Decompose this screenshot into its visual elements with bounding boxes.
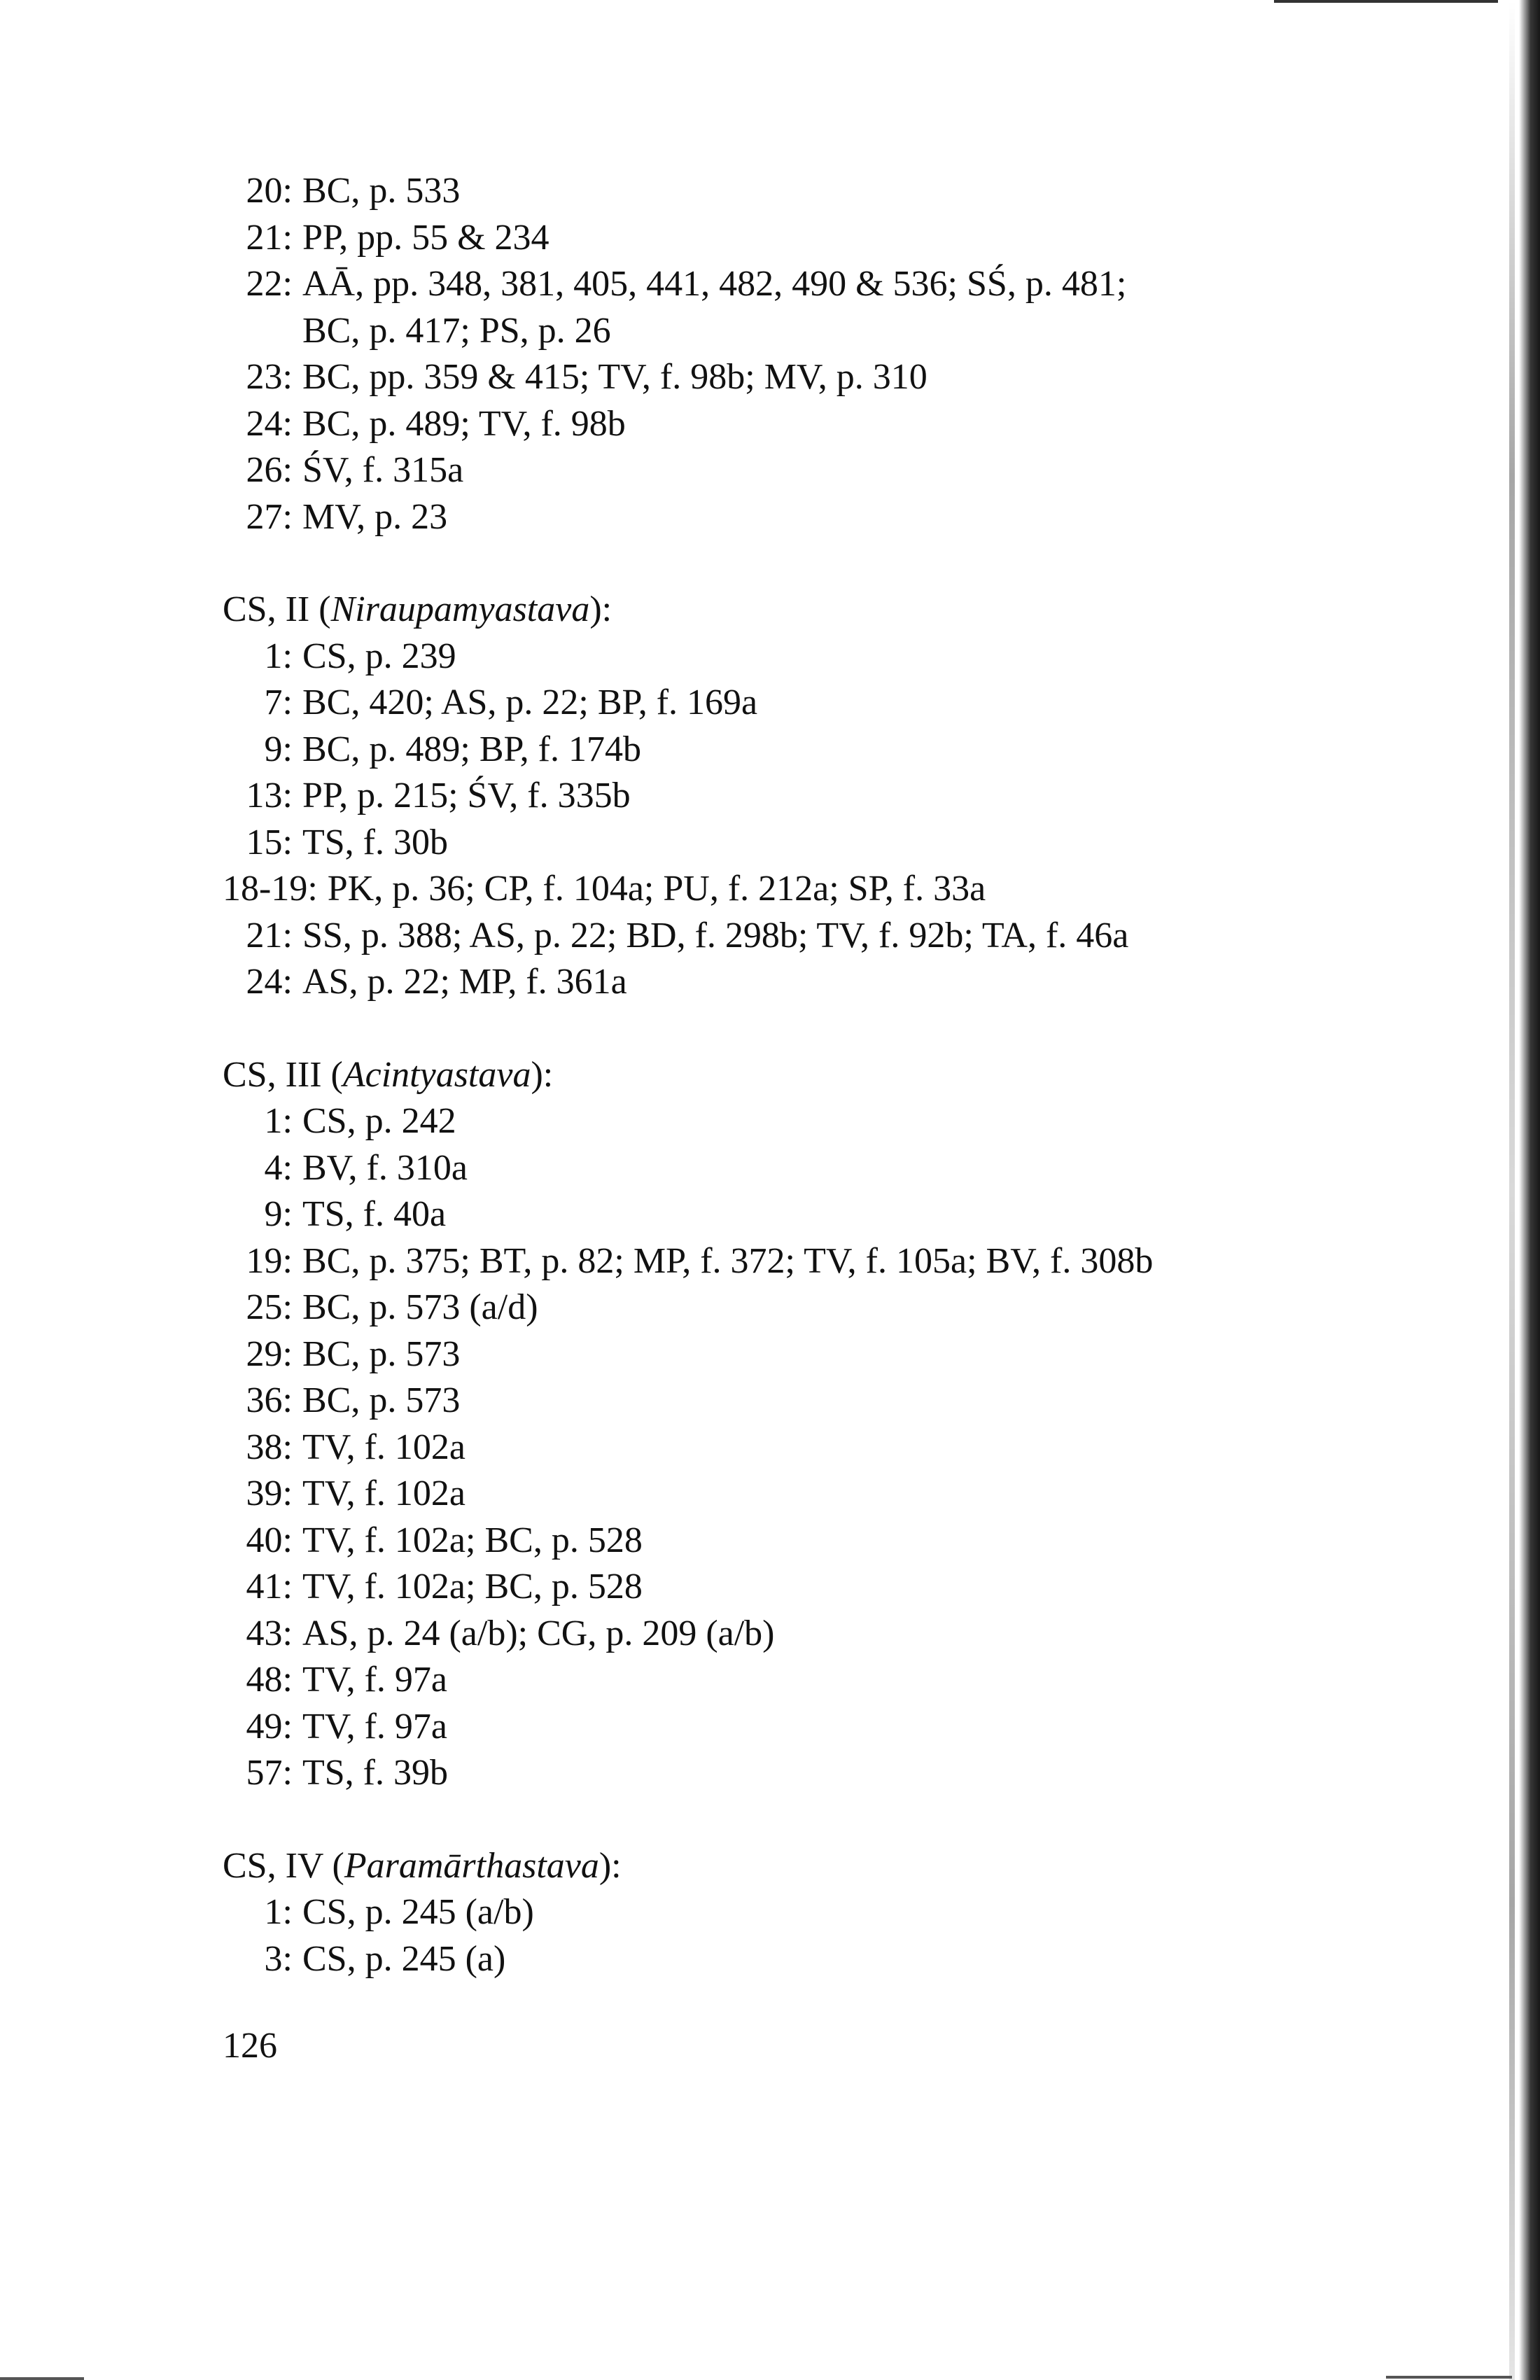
reference-section — [223, 1052, 1413, 1797]
citation-text: PK, p. 36; CP, f. 104a; PU, f. 212a; SP, f. 33a — [327, 869, 986, 909]
citation-text: BV, f. 310a — [302, 1147, 468, 1188]
reference-entry — [223, 1704, 1413, 1751]
section-heading — [223, 587, 1413, 634]
verse-number: 48: — [246, 1660, 293, 1700]
reference-entry — [223, 1424, 1413, 1471]
citation-text: BC, p. 573 — [302, 1334, 461, 1374]
citation-text: TV, f. 102a; BC, p. 528 — [302, 1567, 643, 1606]
verse-number: 43: — [246, 1613, 293, 1653]
reference-entry — [223, 1611, 1413, 1658]
reference-entry — [223, 913, 1413, 960]
verse-number: 18-19: — [223, 869, 318, 909]
verse-number: 9: — [264, 1194, 293, 1234]
citation-text: BC, p. 573 — [302, 1380, 461, 1420]
verse-number: 49: — [246, 1706, 293, 1746]
reference-entry — [223, 1284, 1413, 1331]
verse-number: 24: — [246, 403, 293, 444]
verse-number: 27: — [246, 496, 293, 537]
verse-number: 26: — [246, 450, 293, 490]
reference-entry — [223, 308, 1413, 355]
binding-edge-shadow — [1519, 0, 1540, 2380]
reference-entry — [223, 634, 1413, 680]
reference-entry — [223, 261, 1413, 308]
citation-text: TV, f. 97a — [302, 1660, 448, 1700]
reference-entry — [223, 1145, 1413, 1192]
citation-text: TV, f. 102a; BC, p. 528 — [302, 1520, 643, 1560]
citation-text: BC, p. 417; PS, p. 26 — [302, 310, 611, 351]
reference-entry — [223, 494, 1413, 541]
reference-entry — [223, 1889, 1413, 1936]
section-heading — [223, 1843, 1413, 1890]
section-heading-title: Paramārthastava — [344, 1845, 599, 1886]
verse-number: 20: — [246, 171, 293, 211]
citation-text: SS, p. 388; AS, p. 22; BD, f. 298b; TV, f. 92b; TA, f. 46a — [302, 915, 1129, 955]
section-heading-prefix: CS, IV ( — [223, 1845, 344, 1886]
reference-entry — [223, 168, 1413, 215]
reference-entry — [223, 1518, 1413, 1564]
reference-entry — [223, 1750, 1413, 1797]
reference-section — [223, 587, 1413, 1006]
citation-text: BC, 420; AS, p. 22; BP, f. 169a — [302, 682, 758, 722]
section-heading-title: Acintyastava — [342, 1054, 531, 1095]
citation-text: TS, f. 40a — [302, 1194, 447, 1234]
reference-entry — [223, 1098, 1413, 1145]
reference-entry — [223, 1657, 1413, 1704]
reference-entry — [223, 1331, 1413, 1378]
reference-entry — [223, 1471, 1413, 1518]
citation-text: BC, pp. 359 & 415; TV, f. 98b; MV, p. 310 — [302, 357, 927, 397]
reference-entry — [223, 447, 1413, 494]
verse-number: 1: — [264, 636, 293, 676]
verse-number: 3: — [264, 1938, 293, 1979]
citation-text: CS, p. 245 (a) — [302, 1938, 506, 1979]
section-heading-suffix: ): — [531, 1054, 554, 1095]
citation-text: PP, pp. 55 & 234 — [302, 217, 550, 258]
verse-number: 22: — [246, 264, 293, 304]
citation-text: BC, p. 375; BT, p. 82; MP, f. 372; TV, f. 105a; BV, f. 308b — [302, 1240, 1154, 1281]
reference-entry — [223, 215, 1413, 262]
citation-text: BC, p. 533 — [302, 171, 461, 211]
top-edge-rule — [1274, 0, 1498, 3]
verse-number: 7: — [264, 682, 293, 722]
citation-text: PP, p. 215; ŚV, f. 335b — [302, 776, 631, 816]
verse-number: 19: — [246, 1240, 293, 1281]
verse-number: 1: — [264, 1892, 293, 1932]
reference-section — [223, 168, 1413, 540]
section-heading-suffix: ): — [598, 1845, 622, 1886]
reference-list — [223, 168, 1413, 1982]
bottom-edge-rule-right — [1386, 2376, 1512, 2379]
verse-number: 25: — [246, 1287, 293, 1327]
reference-entry — [223, 354, 1413, 401]
verse-number: 23: — [246, 357, 293, 397]
reference-entry — [223, 1936, 1413, 1983]
reference-entry — [223, 1238, 1413, 1285]
verse-number: 40: — [246, 1520, 293, 1560]
verse-number: 57: — [246, 1753, 293, 1793]
citation-text: ŚV, f. 315a — [302, 450, 464, 490]
citation-text: BC, p. 489; BP, f. 174b — [302, 729, 641, 769]
verse-number: 24: — [246, 962, 293, 1002]
citation-text: TV, f. 102a — [302, 1474, 466, 1513]
reference-entry — [223, 401, 1413, 448]
citation-text: TV, f. 97a — [302, 1706, 448, 1746]
citation-text: AĀ, pp. 348, 381, 405, 441, 482, 490 & 536; SŚ, p. 481; — [302, 264, 1127, 304]
citation-text: CS, p. 242 — [302, 1101, 456, 1141]
verse-number: 41: — [246, 1567, 293, 1606]
citation-text: TS, f. 30b — [302, 822, 448, 862]
reference-entry — [223, 1191, 1413, 1238]
citation-text: AS, p. 22; MP, f. 361a — [302, 962, 627, 1002]
citation-text: CS, p. 245 (a/b) — [302, 1892, 534, 1932]
verse-number: 21: — [246, 915, 293, 955]
reference-section — [223, 1843, 1413, 1983]
section-heading-title: Niraupamyastava — [330, 589, 590, 629]
reference-entry — [223, 959, 1413, 1006]
section-heading-prefix: CS, III ( — [223, 1054, 343, 1095]
citation-text: TV, f. 102a — [302, 1427, 466, 1467]
verse-number: 21: — [246, 217, 293, 258]
verse-number: 9: — [264, 729, 293, 769]
reference-entry — [223, 1378, 1413, 1424]
reference-entry — [223, 727, 1413, 774]
verse-number: 39: — [246, 1474, 293, 1513]
reference-entry — [223, 866, 1413, 913]
verse-number: 13: — [246, 776, 293, 816]
verse-number: 36: — [246, 1380, 293, 1420]
citation-text: CS, p. 239 — [302, 636, 456, 676]
page-number: 126 — [223, 2026, 277, 2066]
citation-text: BC, p. 573 (a/d) — [302, 1287, 538, 1327]
citation-text: BC, p. 489; TV, f. 98b — [302, 403, 626, 444]
citation-text: AS, p. 24 (a/b); CG, p. 209 (a/b) — [302, 1613, 775, 1653]
verse-number: 1: — [264, 1101, 293, 1141]
verse-number: 29: — [246, 1334, 293, 1374]
reference-entry — [223, 773, 1413, 820]
section-heading-suffix: ): — [589, 589, 612, 629]
citation-text: TS, f. 39b — [302, 1753, 448, 1793]
citation-text: MV, p. 23 — [302, 496, 448, 537]
reference-entry — [223, 820, 1413, 867]
bottom-edge-rule-left — [0, 2377, 84, 2380]
verse-number: 38: — [246, 1427, 293, 1467]
section-heading — [223, 1052, 1413, 1099]
section-heading-prefix: CS, II ( — [223, 589, 331, 629]
reference-entry — [223, 680, 1413, 727]
reference-entry — [223, 1564, 1413, 1611]
verse-number: 4: — [264, 1147, 293, 1188]
verse-number: 15: — [246, 822, 293, 862]
